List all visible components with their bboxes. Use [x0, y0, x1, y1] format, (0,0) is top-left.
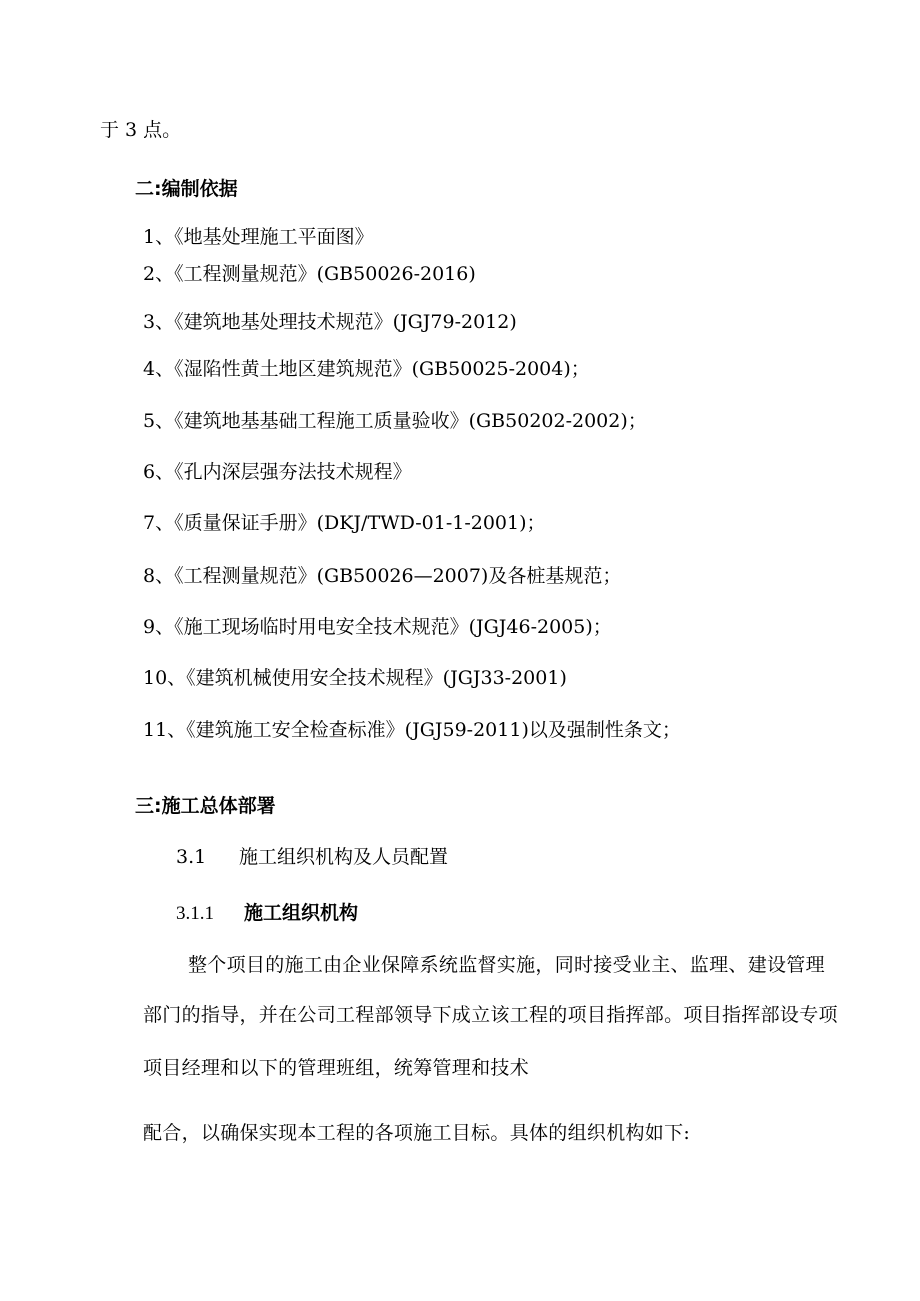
list-item: 10、《建筑机械使用安全技术规程》(JGJ33-2001) [143, 667, 567, 689]
list-item: 8、《工程测量规范》(GB50026—2007)及各桩基规范； [143, 565, 622, 587]
list-item: 9、《施工现场临时用电安全技术规范》(JGJ46-2005)； [143, 616, 612, 638]
list-item: 6、《孔内深层强夯法技术规程》 [143, 461, 412, 483]
subsection-3-1-1 [176, 901, 358, 926]
paragraph-line: 整个项目的施工由企业保障系统监督实施，同时接受业主、监理、建设管理 [188, 954, 825, 976]
paragraph-line: 部门的指导，并在公司工程部领导下成立该工程的项目指挥部。项目指挥部设专项 [143, 1004, 838, 1026]
list-item: 11、《建筑施工安全检查标准》(JGJ59-2011)以及强制性条文； [143, 719, 681, 741]
paragraph-line: 项目经理和以下的管理班组，统筹管理和技术 [143, 1057, 530, 1079]
subsection-title: 施工组织机构及人员配置 [239, 846, 449, 868]
list-item: 4、《湿陷性黄土地区建筑规范》(GB50025-2004)； [143, 358, 590, 380]
paragraph-line: 配合，以确保实现本工程的各项施工目标。具体的组织机构如下: [143, 1122, 691, 1144]
continuation-text: 于 3 点。 [100, 119, 182, 141]
section-heading-basis: 二:编制依据 [135, 178, 238, 200]
section-heading-deployment: 三:施工总体部署 [135, 795, 276, 817]
list-item: 1、《地基处理施工平面图》 [143, 226, 374, 248]
subsection-title: 施工组织机构 [244, 902, 359, 924]
list-item: 3、《建筑地基处理技术规范》(JGJ79-2012) [143, 311, 517, 333]
subsection-3-1 [176, 845, 448, 869]
list-item: 7、《质量保证手册》(DKJ/TWD-01-1-2001)； [143, 512, 546, 534]
subsection-number: 3.1 [176, 846, 207, 868]
subsection-number: 3.1.1 [176, 903, 214, 924]
list-item: 2、《工程测量规范》(GB50026-2016) [143, 263, 476, 285]
list-item: 5、《建筑地基基础工程施工质量验收》(GB50202-2002)； [143, 410, 647, 432]
